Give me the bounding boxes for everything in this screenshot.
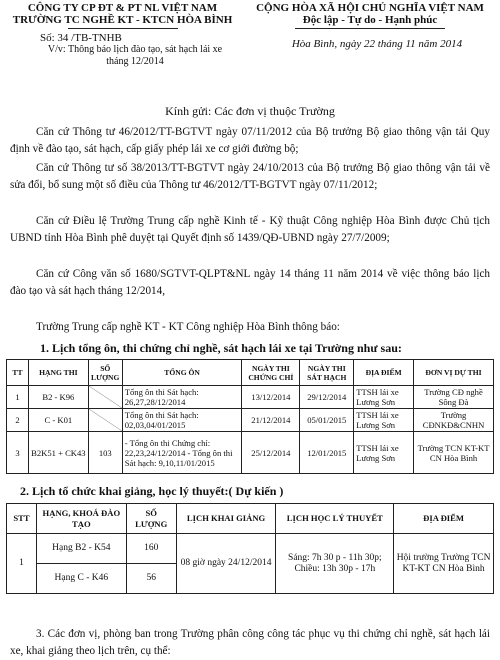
paragraph-announcement: Trường Trung cấp nghề KT - KT Công nghiệp Hòa Bình thông báo: [36,321,340,333]
paragraph-legal-basis-3: Căn cứ Điều lệ Trường Trung cấp nghề Kinh tế - Kỹ thuật Công nghiệp Hòa Bình được Chủ tịch UBND tỉnh Hòa Bình phê duyệt tại Quyết định số 1439/QĐ-UBND ngày 27/7/2009; [10,215,490,244]
school-name: TRƯỜNG TC NGHỀ KT - KTCN HÒA BÌNH [12,14,233,26]
greeting: Kính gửi: Các đơn vị thuộc Trường [165,104,335,118]
morning-hours: Sáng: 7h 30 p - 11h 30p; [288,552,382,563]
header-cell: SỐ LƯỢNG [88,360,122,386]
header-cell: ĐỊA ĐIỂM [394,504,494,534]
section-3-text: 3. Các đơn vị, phòng ban trong Trường phân công công tác phục vụ thi chứng chỉ nghề, sát hạch lái xe, khai giảng theo lịch trên, cụ thể: [10,628,490,657]
row-number: 1 [7,534,37,594]
afternoon-hours: Chiều: 13h 30p - 17h [294,563,376,574]
table-row [7,432,494,474]
document-subject [20,44,250,68]
header-cell: STT [7,504,37,534]
participating-unit: Trường TCN KT-KT CN Hòa Bình [414,432,494,474]
course-class: Hạng C - K46 [36,564,126,594]
row-number: 1 [7,386,29,409]
exam-schedule-table [6,359,494,474]
quantity: 103 [88,432,122,474]
section-2-title: 2. Lịch tổ chức khai giảng, học lý thuyết:( Dự kiến ) [20,484,284,498]
certificate-exam-date: 13/12/2014 [242,386,300,409]
theory-schedule [276,534,394,594]
header-cell: NGÀY THI CHỨNG CHỈ [242,360,300,386]
header-cell: NGÀY THI SÁT HẠCH [300,360,354,386]
header-cell: TỔNG ÔN [122,360,242,386]
certificate-exam-date: 25/12/2014 [242,432,300,474]
header-cell: ĐƠN VỊ DỰ THI [414,360,494,386]
header-cell: SỐ LƯỢNG [126,504,176,534]
header-underline [68,28,178,29]
paragraph-legal-basis-1: Căn cứ Thông tư 46/2012/TT-BGTVT ngày 07/11/2012 của Bộ trưởng Bộ giao thông vận tải Quy định về đào tạo, sát hạch, cấp giấy phép lái xe cơ giới đường bộ; [10,126,490,155]
quantity-cell-empty [88,386,122,409]
driving-test-date: 12/01/2015 [300,432,354,474]
row-number: 3 [7,432,29,474]
opening-schedule: 08 giờ ngày 24/12/2014 [176,534,276,594]
exam-location: TTSH lái xe Lương Sơn [354,432,414,474]
quantity-cell-empty [88,409,122,432]
issuer-header [10,2,235,29]
subject-line-1: V/v: Thông báo lịch đào tạo, sát hạch lái xe [47,44,223,55]
header-cell: HẠNG, KHOÁ ĐÀO TẠO [36,504,126,534]
course-schedule-table [6,503,494,594]
review-schedule: Tổng ôn thi Sát hạch: 02,03,04/01/2015 [122,409,242,432]
course-location: Hội trường Trường TCN KT-KT CN Hòa Bình [394,534,494,594]
table-row [7,534,494,564]
license-class: C - K01 [28,409,88,432]
section-1-title: 1. Lịch tổng ôn, thi chứng chỉ nghề, sát hạch lái xe tại Trường như sau: [40,341,402,355]
table-row [7,386,494,409]
license-class: B2K51 + CK43 [28,432,88,474]
document-number: Số: 34 /TB-TNHB [40,32,122,44]
course-class: Hạng B2 - K54 [36,534,126,564]
course-quantity: 160 [126,534,176,564]
paragraph-legal-basis-4: Căn cứ Công văn số 1680/SGTVT-QLPT&NL ngày 14 tháng 11 năm 2014 về việc thông báo lịch đào tạo và sát hạch tháng 12/2014, [10,268,490,297]
header-cell: HẠNG THI [28,360,88,386]
country-name: CỘNG HÒA XÃ HỘI CHỦ NGHĨA VIỆT NAM [256,2,484,14]
header-cell: TT [7,360,29,386]
date-line: Hòa Bình, ngày 22 tháng 11 năm 2014 [291,38,463,50]
course-quantity: 56 [126,564,176,594]
subject-line-2: tháng 12/2014 [106,56,164,67]
national-motto: Độc lập - Tự do - Hạnh phúc [302,14,438,26]
row-number: 2 [7,409,29,432]
table-header-row [7,504,494,534]
license-class: B2 - K96 [28,386,88,409]
driving-test-date: 29/12/2014 [300,386,354,409]
header-cell: LỊCH HỌC LÝ THUYẾT [276,504,394,534]
table-row [7,409,494,432]
table-header-row [7,360,494,386]
participating-unit: Trường CĐ nghề Sông Đà [414,386,494,409]
exam-location: TTSH lái xe Lương Sơn [354,386,414,409]
motto-underline [295,28,445,29]
header-cell: LỊCH KHAI GIẢNG [176,504,276,534]
exam-location: TTSH lái xe Lương Sơn [354,409,414,432]
review-schedule: Tổng ôn thi Sát hạch: 26,27,28/12/2014 [122,386,242,409]
header-cell: ĐỊA ĐIỂM [354,360,414,386]
participating-unit: Trường CĐNKĐ&CNHN [414,409,494,432]
national-header [250,2,490,29]
certificate-exam-date: 21/12/2014 [242,409,300,432]
driving-test-date: 05/01/2015 [300,409,354,432]
paragraph-legal-basis-2: Căn cứ Thông tư số 38/2013/TT-BGTVT ngày 24/10/2013 của Bộ trưởng Bộ giao thông vận tải về sửa đổi, bổ sung một số điều của Thông tư 46/2012/TT-BGTVT ngày 07/11/2012; [10,162,490,191]
review-schedule: - Tổng ôn thi Chứng chỉ: 22,23,24/12/2014 - Tổng ôn thi Sát hạch: 9,10,11/01/2015 [122,432,242,474]
company-name: CÔNG TY CP ĐT & PT NL VIỆT NAM [27,2,218,14]
